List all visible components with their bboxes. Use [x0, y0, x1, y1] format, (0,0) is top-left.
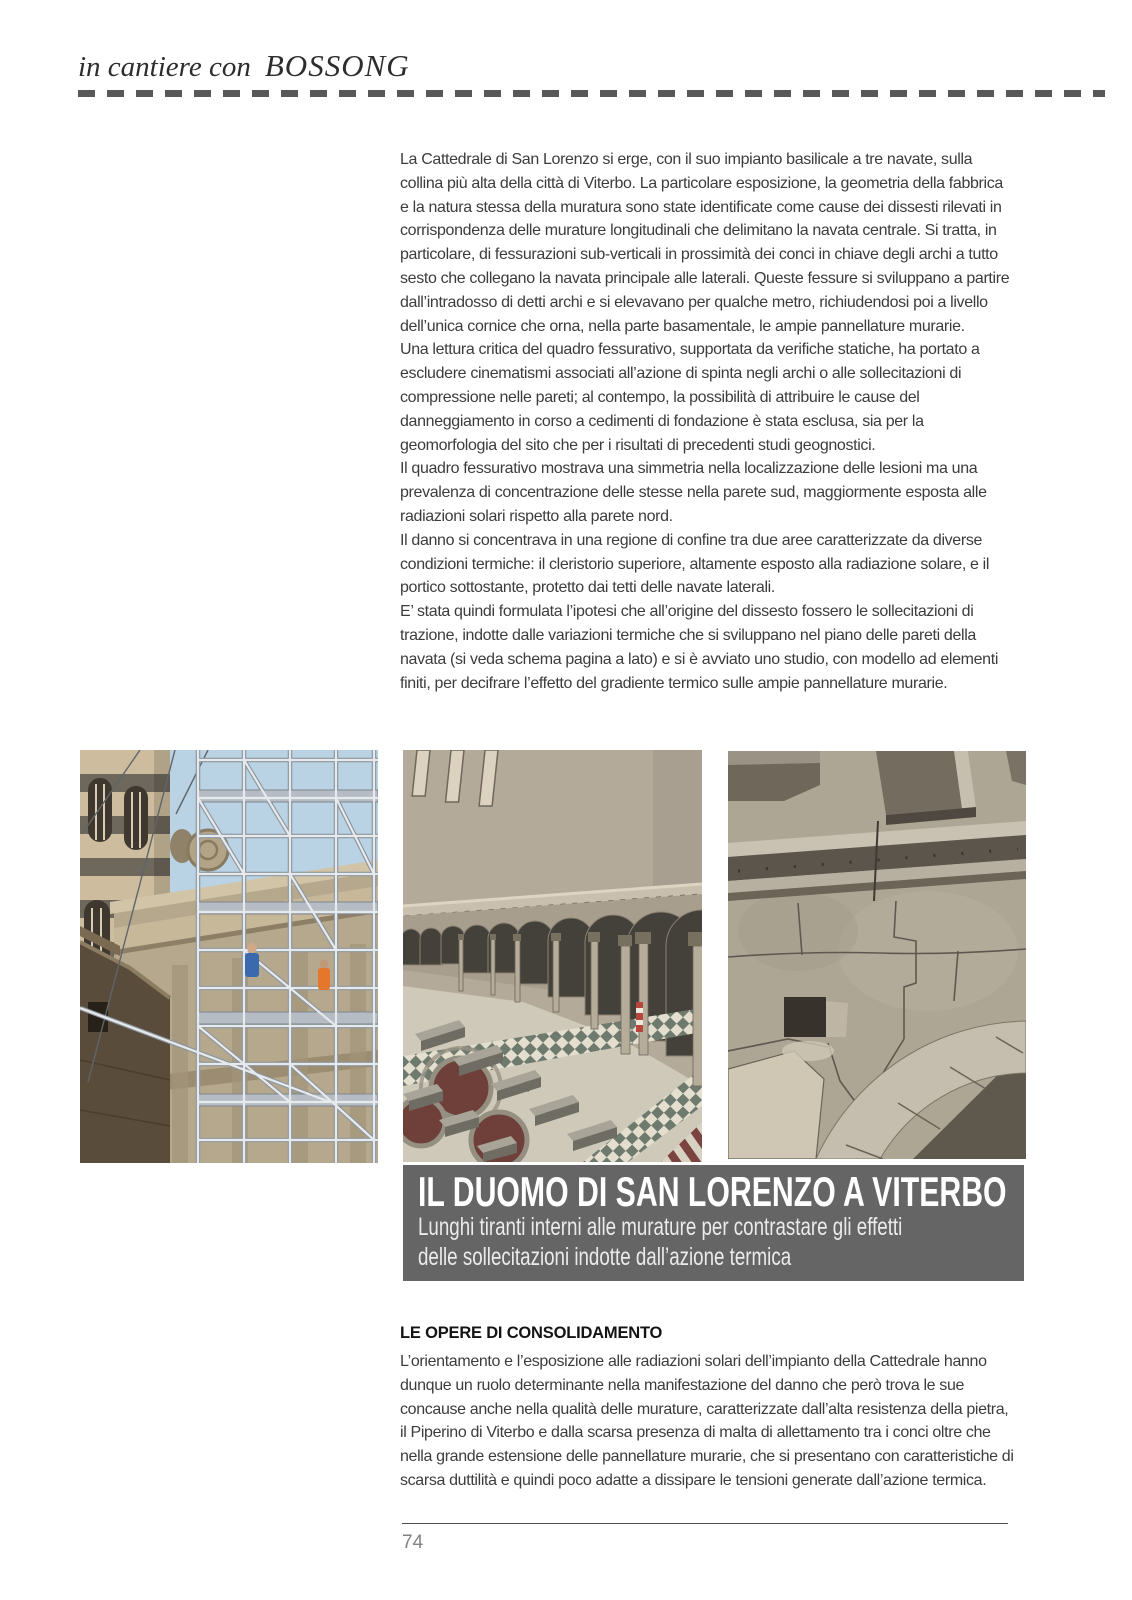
- intro-paragraph-1: La Cattedrale di San Lorenzo si erge, con il suo impianto basilicale a tre navate, sulla collina più alta della città di Viterbo. La particolare esposizione, la geometria della fabbrica e la natura stessa della muratura sono state identificate come cause dei dissesti rilevati in corrispondenza delle murature longitudinali che delimitano la navata centrale. Si tratta, in particolare, di fessurazioni sub-verticali in prossimità dei conci in chiave degli archi a tutto sesto che collegano la navata principale alle laterali. Queste fessure si sviluppano a partire dall’intradosso di detti archi e si elevavano per qualche metro, richiudendosi poi a livello dell’unica cornice che orna, nella parte basamentale, le ampie pannellature murarie.: [400, 151, 1010, 335]
- pale-stone-block: [728, 1051, 824, 1159]
- intro-paragraph-3: Il quadro fessurativo mostrava una simmetria nella localizzazione delle lesioni ma una prevalenza di concentrazione delle stesse nella parete sud, maggiormente esposta alle radiazioni solari rispetto alla parete nord.: [400, 460, 987, 525]
- photo-interior-colonnade: [403, 750, 702, 1162]
- page-kicker: [78, 48, 410, 84]
- section-heading: LE OPERE DI CONSOLIDAMENTO: [400, 1324, 663, 1342]
- worker-orange: [318, 960, 330, 991]
- article-title: IL DUOMO DI SAN LORENZO A VITERBO: [418, 1168, 1007, 1215]
- kicker-text: in cantiere con: [78, 51, 251, 83]
- masonry-photo-illustration: [728, 751, 1026, 1159]
- page-number: 74: [402, 1532, 424, 1553]
- title-banner: [403, 1165, 1024, 1281]
- consolidation-section: [400, 1321, 1014, 1493]
- interior-photo-illustration: [403, 750, 702, 1162]
- photo-scaffolding-facade: [80, 750, 378, 1163]
- red-white-sign: [636, 1002, 643, 1032]
- worker-blue: [245, 943, 259, 977]
- intro-paragraph-4: Il danno si concentrava in una regione di confine tra due aree caratterizzate da diverse condizioni termiche: il cleristorio superiore, altamente esposto alla radiazione solare, e il portico sottostante, protetto dai tetti delle navate laterali.: [400, 531, 990, 597]
- footer-rule: [402, 1523, 1008, 1524]
- intro-paragraph-2: Una lettura critica del quadro fessurativo, supportata da verifiche statiche, ha portato a escludere cinematismi associati all’azione di spinta negli archi o alle sollecitazioni di compressione nelle pareti; al contempo, la possibilità di attribuire le cause del danneggiamento in corso a cedimenti di fondazione è stata esclusa, sia per la geomorfologia del sito che per i risultati di precedenti studi geognostici.: [400, 341, 980, 454]
- article-subtitle-line2: delle sollecitazioni indotte dall’azione termica: [418, 1243, 792, 1271]
- intro-paragraph-5: E’ stata quindi formulata l’ipotesi che all’origine del dissesto fossero le sollecitazioni di trazione, indotte dalle variazioni termiche che si sviluppano nel piano delle pareti della navata (si veda schema pagina a lato) e si è avviato uno studio, con modello ad elementi finiti, per decifrare l’effetto del gradiente termico sulle ampie pannellature murarie.: [400, 603, 999, 692]
- dashed-divider: [78, 90, 1105, 97]
- scaffolding-photo-illustration: [80, 750, 378, 1163]
- brand-name: BOSSONG: [264, 48, 410, 83]
- photo-masonry-detail: [728, 751, 1026, 1159]
- article-subtitle-line1: Lunghi tiranti interni alle murature per contrastare gli effetti: [418, 1213, 903, 1241]
- section-paragraph: L’orientamento e l’esposizione alle radiazioni solari dell’impianto della Cattedrale hanno dunque un ruolo determinante nella manifestazione del danno che però trova le sue concause anche nella qualità delle murature, caratterizzate dall’alta resistenza della pietra, il Piperino di Viterbo e dalla scarsa presenza di malta di allettamento tra i conci oltre che nella grande estensione delle pannellature murarie, che si presentano con caratteristiche di scarsa duttilità e quindi poco adatte a dissipare le tensioni generate dall’azione termica.: [400, 1353, 1014, 1489]
- intro-text-block: [400, 148, 1014, 695]
